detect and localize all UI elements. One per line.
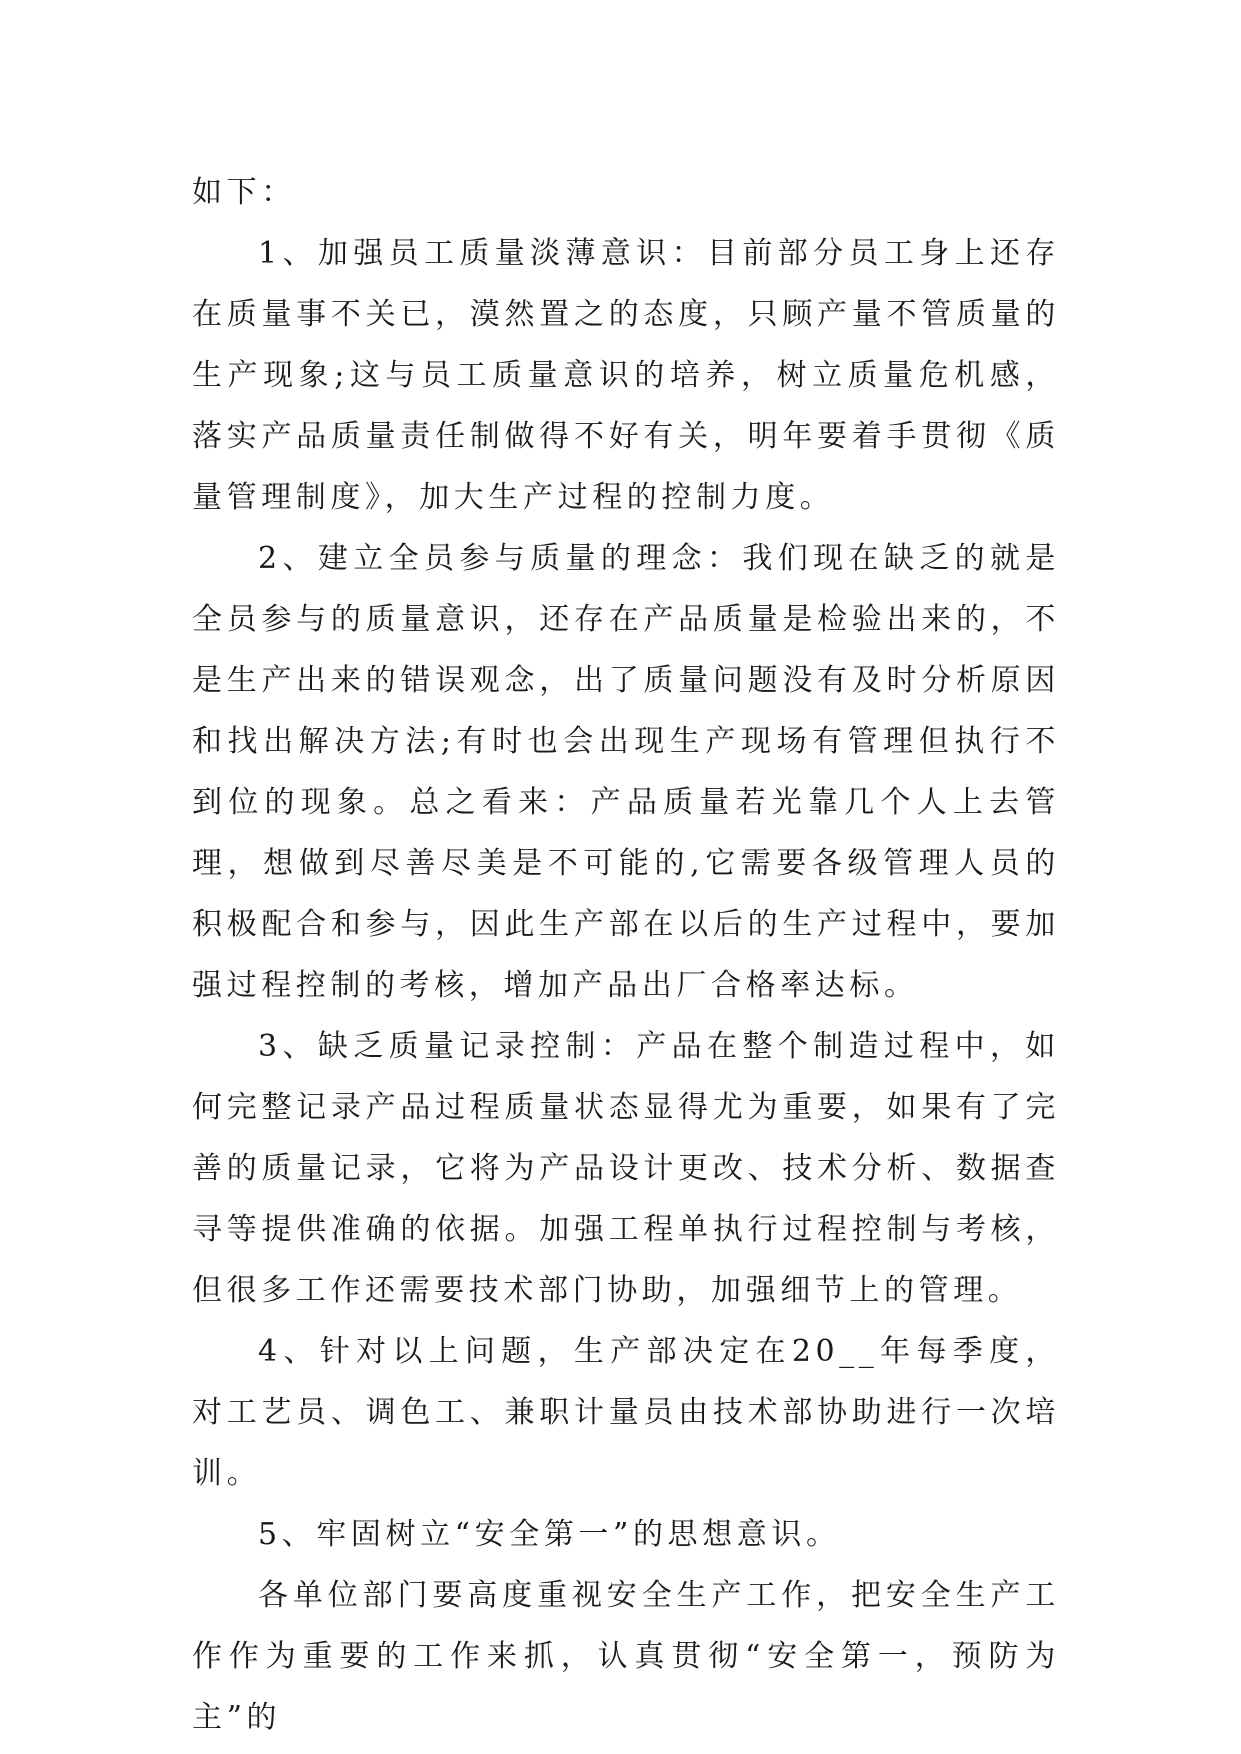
paragraph-item-3: 3、缺乏质量记录控制：产品在整个制造过程中，如何完整记录产品过程质量状态显得尤为重要，如果有了完善的质量记录，它将为产品设计更改、技术分析、数据查寻等提供准确的依据。加强工程单执行过程控制与考核，但很多工作还需要技术部门协助，加强细节上的管理。 xyxy=(192,1029,1060,1308)
paragraph-item-2: 2、建立全员参与质量的理念：我们现在缺乏的就是全员参与的质量意识，还存在产品质量是检验出来的，不是生产出来的错误观念，出了质量问题没有及时分析原因和找出解决方法;有时也会出现生产现场有管理但执行不到位的现象。总之看来：产品质量若光靠几个人上去管理，想做到尽善尽美是不可能的,它需要各级管理人员的积极配合和参与，因此生产部在以后的生产过程中，要加强过程控制的考核，增加产品出厂合格率达标。 xyxy=(192,541,1060,1003)
document-page xyxy=(192,162,1060,1748)
paragraph-safety: 各单位部门要高度重视安全生产工作，把安全生产工作作为重要的工作来抓，认真贯彻“安全第一，预防为主”的 xyxy=(192,1578,1060,1735)
paragraph-intro: 如下： xyxy=(192,175,296,210)
paragraph-item-5: 5、牢固树立“安全第一”的思想意识。 xyxy=(258,1517,841,1552)
paragraph-item-4: 4、针对以上问题，生产部决定在20__年每季度，对工艺员、调色工、兼职计量员由技术部协助进行一次培训。 xyxy=(192,1334,1060,1491)
paragraph-item-1: 1、加强员工质量淡薄意识：目前部分员工身上还存在质量事不关已，漠然置之的态度，只顾产量不管质量的生产现象;这与员工质量意识的培养，树立质量危机感，落实产品质量责任制做得不好有关，明年要着手贯彻《质量管理制度》，加大生产过程的控制力度。 xyxy=(192,236,1060,515)
